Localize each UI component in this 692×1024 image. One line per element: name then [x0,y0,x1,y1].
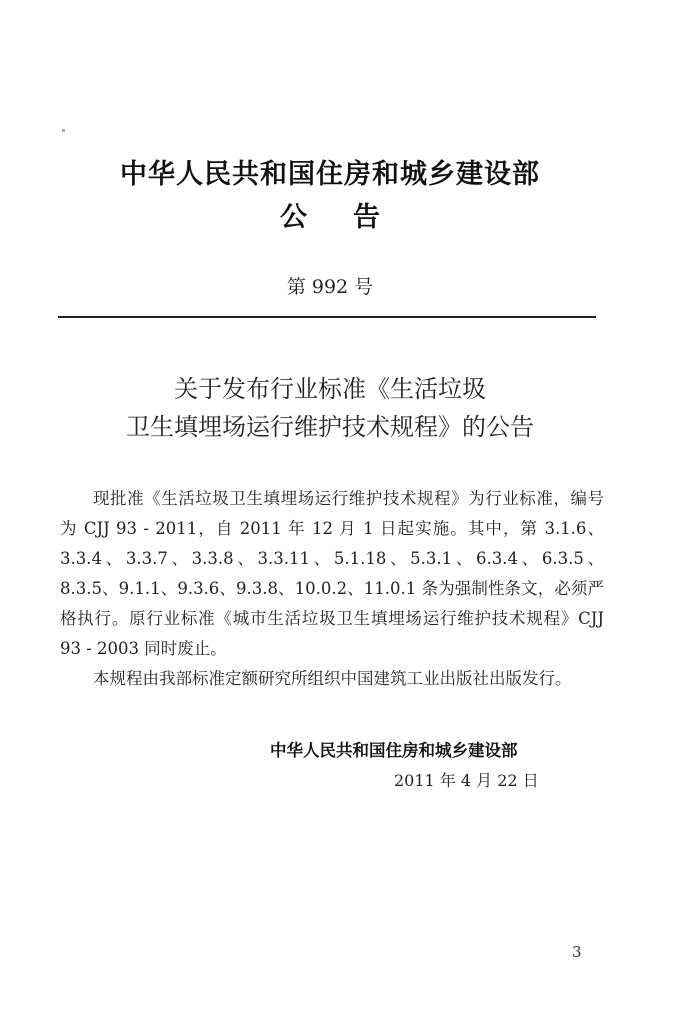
notice-title-line-2: 卫生填埋场运行维护技术规程》的公告 [126,413,534,441]
scan-speck [62,129,65,132]
issue-date: 2011 年 4 月 22 日 [394,771,539,790]
notice-title-line-1: 关于发布行业标准《生活垃圾 [174,375,486,403]
issuer-signature: 中华人民共和国住房和城乡建设部 [270,741,518,760]
body-paragraph-1: 现批准《生活垃圾卫生填埋场运行维护技术规程》为行业标准，编号为 CJJ 93 - 2011，自 2011 年 12 月 1 日起实施。其中，第 3.1.6、3.3.4、3.3.7、3.3.8、3.3.11、5.1.18、5.3.1、6.3.4、6.3.5、8.3.5、9.1.1、9.3.6、9.3.8、10.0.2、11.0.1 条为强制性条文，必须严格执行。原行业标准《城市生活垃圾卫生填埋场运行维护技术规程》CJJ 93 - 2003 同时废止。 [60,489,604,658]
page-number: 3 [572,943,582,961]
header-divider [58,316,596,318]
body-paragraph-2: 本规程由我部标准定额研究所组织中国建筑工业出版社出版发行。 [93,669,572,688]
announcement-number: 第 992 号 [286,276,374,298]
notice-body [60,484,604,694]
ministry-title: 中华人民共和国住房和城乡建设部 [120,159,540,190]
document-type-title: 公告 [280,202,426,233]
notice-title [0,370,660,446]
